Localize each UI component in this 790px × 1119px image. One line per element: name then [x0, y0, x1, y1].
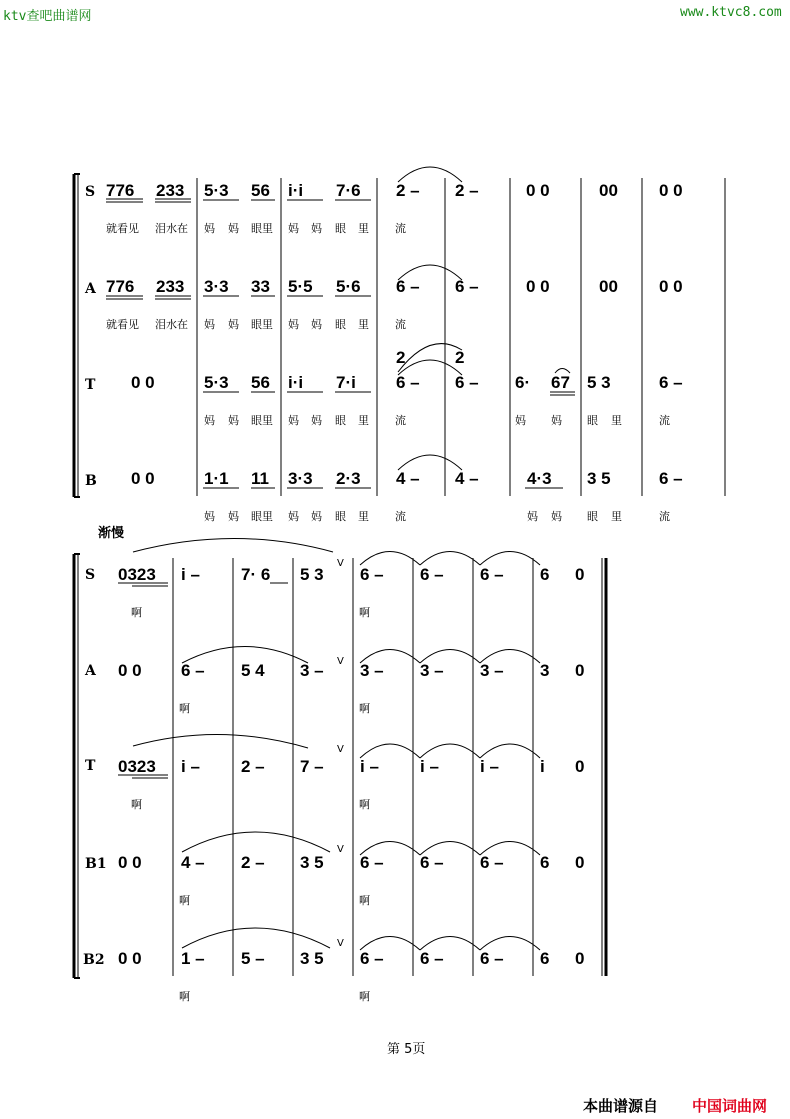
breath-mark: V: [337, 938, 344, 949]
system1-slurs: [398, 167, 570, 470]
note-group: 2 –: [396, 181, 420, 200]
note-group: 6 –: [360, 853, 384, 872]
lyric: 妈: [288, 222, 299, 235]
note-group: 6 –: [360, 949, 384, 968]
lyric: 眼里: [251, 222, 273, 235]
note-group: 7· 6: [241, 565, 271, 584]
note-group: 3 –: [480, 661, 504, 680]
lyric: 里: [611, 510, 622, 523]
lyric: 眼里: [251, 510, 273, 523]
note-group: 0 0: [118, 949, 142, 968]
note-group: 0 0: [526, 277, 550, 296]
note-group: 3 –: [420, 661, 444, 680]
note-group: 6·: [515, 373, 531, 392]
breath-mark: V: [337, 656, 344, 667]
source-prefix: 本曲谱源自: [583, 1097, 659, 1115]
lyric: 妈: [527, 510, 538, 523]
lyric: 就看见: [106, 318, 139, 331]
note-group: 0: [575, 853, 585, 872]
note-group: i: [540, 757, 545, 776]
breath-mark: V: [337, 844, 344, 855]
note-group: 5·5: [288, 277, 313, 296]
note-group: 2·3: [336, 469, 361, 488]
note-group: 3 5: [300, 853, 324, 872]
note-group: 3·3: [288, 469, 313, 488]
note-group: 2 –: [241, 853, 265, 872]
note-group: 2: [396, 348, 406, 367]
lyric: 啊: [359, 606, 370, 619]
note-group: 6 –: [181, 661, 205, 680]
note-group: 0323: [118, 565, 156, 584]
lyric: 泪水在: [155, 318, 188, 331]
note-group: 56: [251, 373, 270, 392]
part-label-tenor: T: [85, 377, 96, 393]
lyric: 里: [358, 414, 369, 427]
lyric: 妈: [311, 414, 322, 427]
note-group: 6 –: [360, 565, 384, 584]
site-watermark-left: ktv查吧曲谱网: [3, 9, 92, 24]
lyric: 妈: [204, 414, 215, 427]
lyric: 妈: [311, 222, 322, 235]
note-group: i –: [360, 757, 379, 776]
note-group: 00: [599, 277, 618, 296]
note-group: 5 –: [241, 949, 265, 968]
note-group: 5 3: [300, 565, 324, 584]
note-group: 0 0: [131, 373, 155, 392]
lyric: 妈: [228, 222, 239, 235]
lyric: 啊: [131, 606, 142, 619]
note-group: 0 0: [659, 181, 683, 200]
lyric: 妈: [288, 318, 299, 331]
lyric: 眼: [335, 222, 346, 235]
part-label-bass: B: [85, 473, 97, 489]
note-group: 1·1: [204, 469, 229, 488]
note-group: 2 –: [455, 181, 479, 200]
lyric: 啊: [179, 990, 190, 1003]
note-group: i –: [181, 757, 200, 776]
part-label-alto: A: [85, 663, 96, 679]
note-group: 6: [540, 853, 550, 872]
part-label-soprano: S: [85, 567, 96, 583]
note-group: 3 –: [360, 661, 384, 680]
note-group: 6 –: [480, 949, 504, 968]
site-watermark-right: www.ktvc8.com: [680, 5, 782, 20]
lyric: 啊: [179, 702, 190, 715]
note-group: 776: [106, 181, 135, 200]
note-group: 6 –: [396, 277, 420, 296]
note-group: 7·i: [336, 373, 356, 392]
lyric: 眼: [587, 414, 598, 427]
note-group: 5 3: [587, 373, 611, 392]
note-group: 7·6: [336, 181, 361, 200]
part-label-alto: A: [85, 281, 96, 297]
note-group: 67: [551, 373, 570, 392]
breath-marks: [337, 558, 344, 949]
note-group: 6 –: [420, 565, 444, 584]
system1-barlines: [197, 178, 725, 496]
lyric: 妈: [515, 414, 526, 427]
note-group: 0323: [118, 757, 156, 776]
lyric: 啊: [359, 990, 370, 1003]
note-group: 776: [106, 277, 135, 296]
note-group: 4 –: [396, 469, 420, 488]
note-group: 7 –: [300, 757, 324, 776]
system2-brace: [74, 554, 80, 978]
lyric: 妈: [228, 414, 239, 427]
note-group: 0 0: [118, 853, 142, 872]
note-group: 0: [575, 757, 585, 776]
note-group: 2 –: [241, 757, 265, 776]
tempo-mark: 渐慢: [98, 526, 125, 541]
lyric: 眼: [335, 318, 346, 331]
lyric: 啊: [359, 702, 370, 715]
note-group: 6 –: [420, 949, 444, 968]
note-group: 5·3: [204, 373, 229, 392]
lyric: 妈: [551, 510, 562, 523]
note-group: i·i: [288, 181, 304, 200]
note-group: 4 –: [455, 469, 479, 488]
note-group: 33: [251, 277, 270, 296]
note-group: i –: [480, 757, 499, 776]
lyric: 妈: [288, 510, 299, 523]
lyric: 流: [395, 414, 406, 427]
lyric: 就看见: [106, 222, 139, 235]
note-group: 0 0: [131, 469, 155, 488]
note-group: 5·6: [336, 277, 361, 296]
lyric: 啊: [131, 798, 142, 811]
note-group: 6 –: [659, 373, 683, 392]
note-group: i –: [420, 757, 439, 776]
note-group: 00: [599, 181, 618, 200]
note-group: 6 –: [455, 277, 479, 296]
lyric: 眼: [335, 414, 346, 427]
note-group: i·i: [288, 373, 304, 392]
lyric: 妈: [204, 510, 215, 523]
lyric: 妈: [204, 222, 215, 235]
lyric: 泪水在: [155, 222, 188, 235]
part-label-soprano: S: [85, 184, 96, 200]
note-group: i –: [181, 565, 200, 584]
system1-underlines: [106, 199, 575, 488]
note-group: 6: [540, 949, 550, 968]
lyric: 流: [395, 318, 406, 331]
page-number: 第 5页: [387, 1042, 426, 1057]
note-group: 0 0: [526, 181, 550, 200]
note-group: 6 –: [480, 853, 504, 872]
note-group: 3·3: [204, 277, 229, 296]
lyric: 妈: [551, 414, 562, 427]
note-group: 6 –: [396, 373, 420, 392]
lyric: 眼: [587, 510, 598, 523]
note-group: 5·3: [204, 181, 229, 200]
lyric: 里: [358, 222, 369, 235]
note-group: 6 –: [659, 469, 683, 488]
note-group: 6: [540, 565, 550, 584]
lyric: 妈: [204, 318, 215, 331]
lyric: 啊: [179, 894, 190, 907]
note-group: 233: [156, 277, 185, 296]
breath-mark: V: [337, 558, 344, 569]
lyric: 妈: [311, 318, 322, 331]
note-group: 0 0: [118, 661, 142, 680]
lyric: 流: [659, 510, 670, 523]
note-group: 6 –: [455, 373, 479, 392]
lyric: 妈: [228, 510, 239, 523]
lyric: 流: [395, 222, 406, 235]
note-group: 2: [455, 348, 465, 367]
note-group: 233: [156, 181, 185, 200]
note-group: 0: [575, 661, 585, 680]
lyric: 里: [358, 510, 369, 523]
lyric: 流: [395, 510, 406, 523]
lyric: 眼里: [251, 318, 273, 331]
note-group: 6 –: [420, 853, 444, 872]
note-group: 0 0: [659, 277, 683, 296]
note-group: 3 –: [300, 661, 324, 680]
lyric: 啊: [359, 798, 370, 811]
lyric: 妈: [228, 318, 239, 331]
note-group: 4·3: [527, 469, 552, 488]
part-label-tenor: T: [85, 758, 96, 774]
lyric: 眼: [335, 510, 346, 523]
lyric: 里: [611, 414, 622, 427]
note-group: 3 5: [587, 469, 611, 488]
note-group: 3: [540, 661, 550, 680]
note-group: 4 –: [181, 853, 205, 872]
note-group: 6 –: [480, 565, 504, 584]
part-label-bass2: B2: [83, 952, 105, 968]
lyric: 啊: [359, 894, 370, 907]
note-group: 1 –: [181, 949, 205, 968]
note-group: 0: [575, 565, 585, 584]
note-group: 0: [575, 949, 585, 968]
lyric: 眼里: [251, 414, 273, 427]
lyric: 里: [358, 318, 369, 331]
note-group: 5 4: [241, 661, 265, 680]
system1-brace: [74, 174, 80, 497]
note-group: 56: [251, 181, 270, 200]
note-group: 11: [251, 469, 269, 488]
source-name: 中国词曲网: [692, 1097, 768, 1115]
part-label-bass1: B1: [85, 856, 107, 872]
lyric: 流: [659, 414, 670, 427]
note-group: 3 5: [300, 949, 324, 968]
lyric: 妈: [288, 414, 299, 427]
lyric: 妈: [311, 510, 322, 523]
breath-mark: V: [337, 744, 344, 755]
